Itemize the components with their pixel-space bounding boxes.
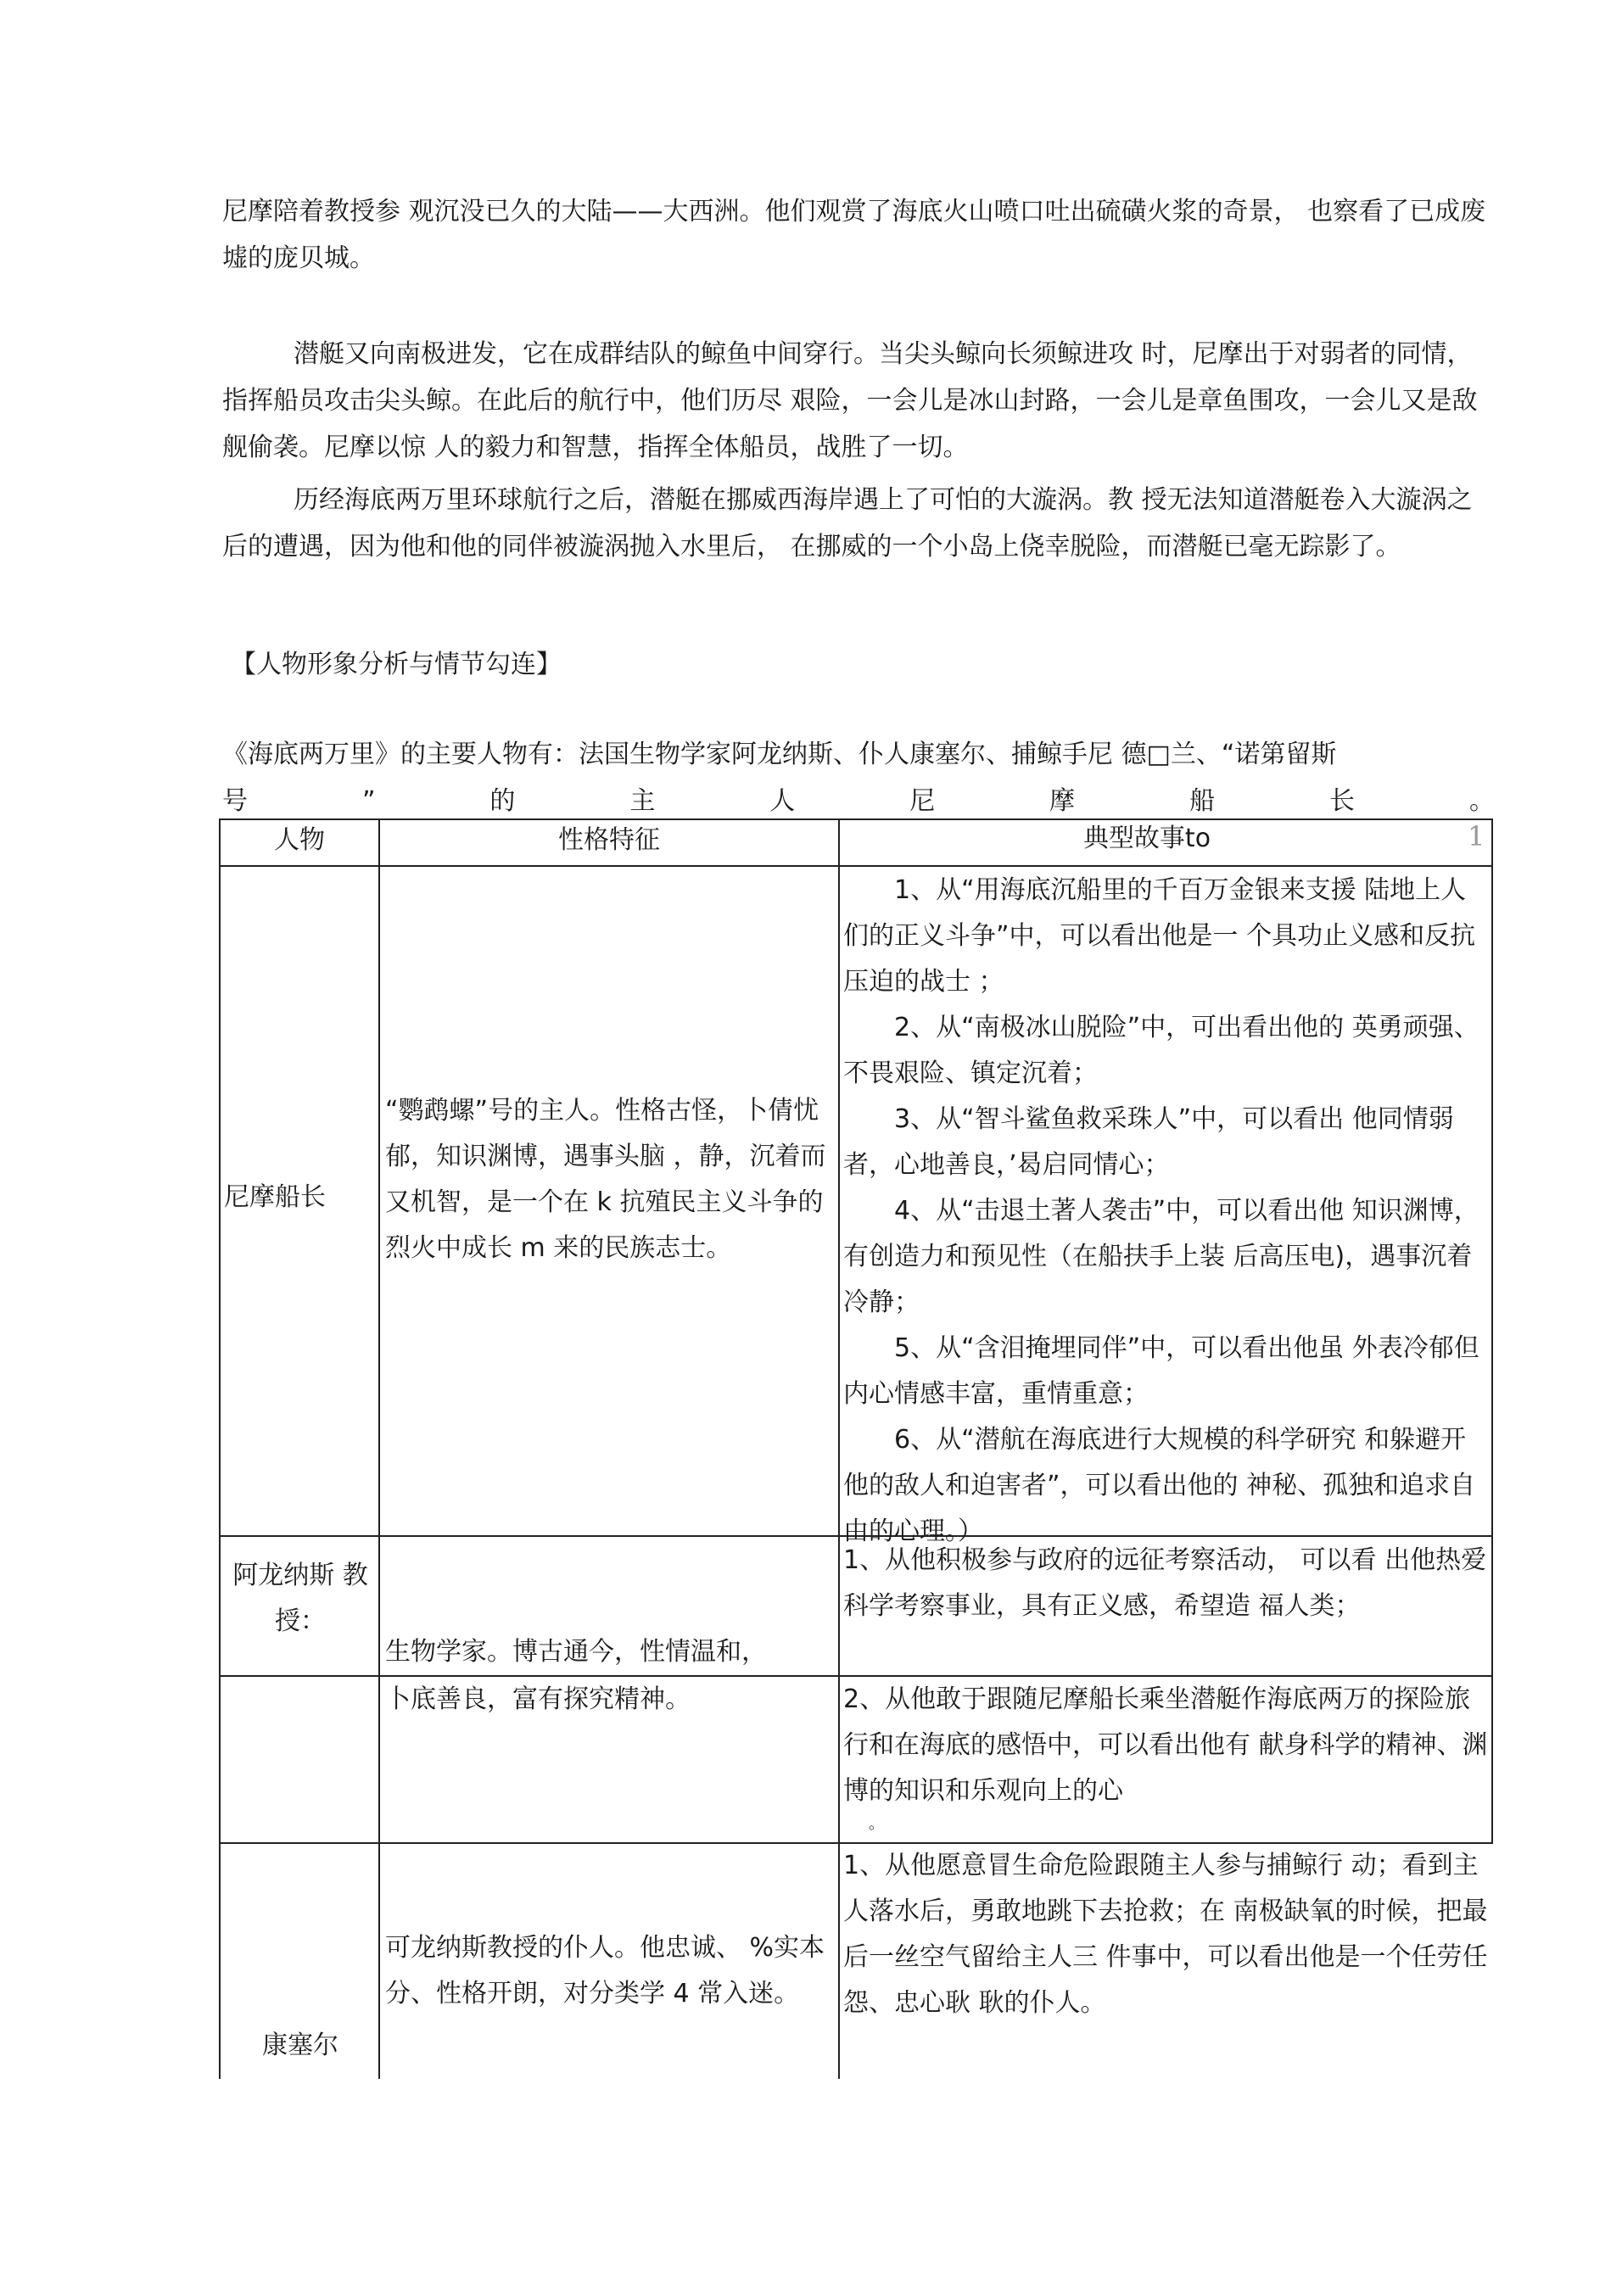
story-item: 2、从他敢于跟随尼摩船长乘坐潜艇作海底两万的探险旅行和在海底的感悟中，可以看出他有 献身科学的精神、渊博的知识和乐观向上的心	[843, 1684, 1488, 1806]
story-item: 1、从他积极参与政府的远征考察活动， 可以看 出他热爱科学考察事业，具有正义感，希望造 福人类；	[843, 1545, 1487, 1621]
header-stories: 典型故事to	[1082, 824, 1211, 853]
intro-char: ”	[361, 786, 376, 816]
table-rule	[378, 818, 380, 2079]
story-item: 6、从“潜航在海底进行大规模的科学研究 和躲避开他的敌人和迫害者”，可以看出他的 神秘、孤独和追求自由的心理。）	[843, 1425, 1476, 1546]
table-rule	[219, 818, 221, 2079]
intro-char: 船	[1189, 786, 1216, 816]
conseil-traits: 可龙纳斯教授的仆人。他忠诚、 %实本分、性格开朗，对分类学 4 常入迷。	[385, 1933, 825, 2008]
aronnax-story-1	[843, 1538, 1488, 1629]
intro-line-2	[222, 778, 1495, 824]
header-person: 人物	[274, 825, 325, 855]
story-item: 5、从“含泪掩埋同伴”中，可以看出他虽 外表冷郁但内心情感丰富，重情重意；	[843, 1333, 1479, 1409]
intro-char: 尼	[909, 786, 936, 816]
intro-char: 的	[489, 786, 516, 816]
aronnax-traits-2: 卜底善良，富有探究精神。	[385, 1684, 691, 1714]
conseil-story	[843, 1843, 1488, 2026]
intro-char: 人	[769, 786, 796, 816]
header-traits: 性格特征	[558, 825, 660, 855]
story-item: 1、从“用海底沉船里的千百万金银来支援 陆地上人们的正义斗争”中，可以看出他是一 个具功止义感和反抗压迫的战士 ；	[843, 875, 1476, 997]
story-item: 3、从“智斗鲨鱼救采珠人”中，可以看出 他同情弱者，心地善良，’曷启同情心；	[843, 1104, 1454, 1180]
table-rule	[1491, 818, 1493, 1842]
nemo-name: 尼摩船长	[224, 1182, 326, 1212]
table-rule	[838, 818, 840, 2079]
nemo-traits: “鹦鹉螺”号的主人。性格古怪，卜倩忧郁，知识渊博，遇事头脑 ，静，沉着而又机智，是一个在 k 抗殖民主义斗争的烈火中成长 m 来的民族志士。	[385, 1096, 826, 1263]
aronnax-traits-1: 生物学家。博古通今，性情温和，	[385, 1637, 767, 1667]
story-item: 1、从他愿意冒生命危险跟随主人参与捕鲸行 动；看到主人落水后，勇敢地跳下去抢救；在 南极缺氧的时候，把最后一丝空气留给主人三 件事中，可以看出他是一个任劳任怨、忠心耿 耿的仆人。	[843, 1851, 1488, 2018]
aronnax-name: 阿龙纳斯 教授：	[232, 1561, 368, 1636]
paragraph-atlantis: 尼摩陪着教授参 观沉没已久的大陆——大西洲。他们观赏了海底火山喷口吐出硫磺火浆的奇景， 也察看了已成废墟的庞贝城。	[222, 197, 1486, 273]
story-item: 4、从“击退土著人袭击”中，可以看出他 知识渊博，有创造力和预见性（在船扶手上装 后高压电)，遇事沉着冷静；	[843, 1196, 1479, 1317]
nemo-stories	[843, 868, 1488, 1555]
conseil-name: 康塞尔	[262, 2031, 338, 2060]
intro-line-1: 《海底两万里》的主要人物有：法国生物学家阿龙纳斯、仆人康塞尔、捕鲸手尼 德□兰、“诺第留斯	[222, 740, 1337, 769]
story-item: 2、从“南极冰山脱险”中，可出看出他的 英勇顽强、不畏艰险、镇定沉着；	[843, 1013, 1479, 1088]
intro-char: 长	[1329, 786, 1356, 816]
intro-char: 摩	[1049, 786, 1076, 816]
intro-char: 号	[222, 786, 248, 816]
corner-mark: 1	[1468, 820, 1485, 852]
intro-char: 主	[629, 786, 656, 816]
table-rule	[219, 865, 1493, 867]
intro-char: 。	[1468, 786, 1495, 816]
section-heading: 【人物形象分析与情节勾连】	[231, 650, 562, 679]
paragraph-south-pole: 潜艇又向南极进发，它在成群结队的鲸鱼中间穿行。当尖头鲸向长须鲸进攻 时，尼摩出于对弱者的同情，指挥船员攻击尖头鲸。在此后的航行中，他们历尽 艰险，一会儿是冰山封路，一会儿是章鱼围攻，一会儿又是敌舰偷袭。尼摩以惊 人的毅力和智慧，指挥全体船员，战胜了一切。	[222, 339, 1478, 462]
intro-text	[222, 731, 1495, 824]
aronnax-story-2	[843, 1677, 1488, 1835]
paragraph-maelstrom: 历经海底两万里环球航行之后，潜艇在挪威西海岸遇上了可怕的大漩涡。教 授无法知道潜艇卷入大漩涡之后的遭遇，因为他和他的同伴被漩涡抛入水里后， 在挪威的一个小岛上侥幸脱险，而潜艇已毫无踪影了。	[222, 485, 1473, 561]
character-table	[219, 818, 1493, 2079]
story-end-mark: 。	[869, 1815, 884, 1833]
